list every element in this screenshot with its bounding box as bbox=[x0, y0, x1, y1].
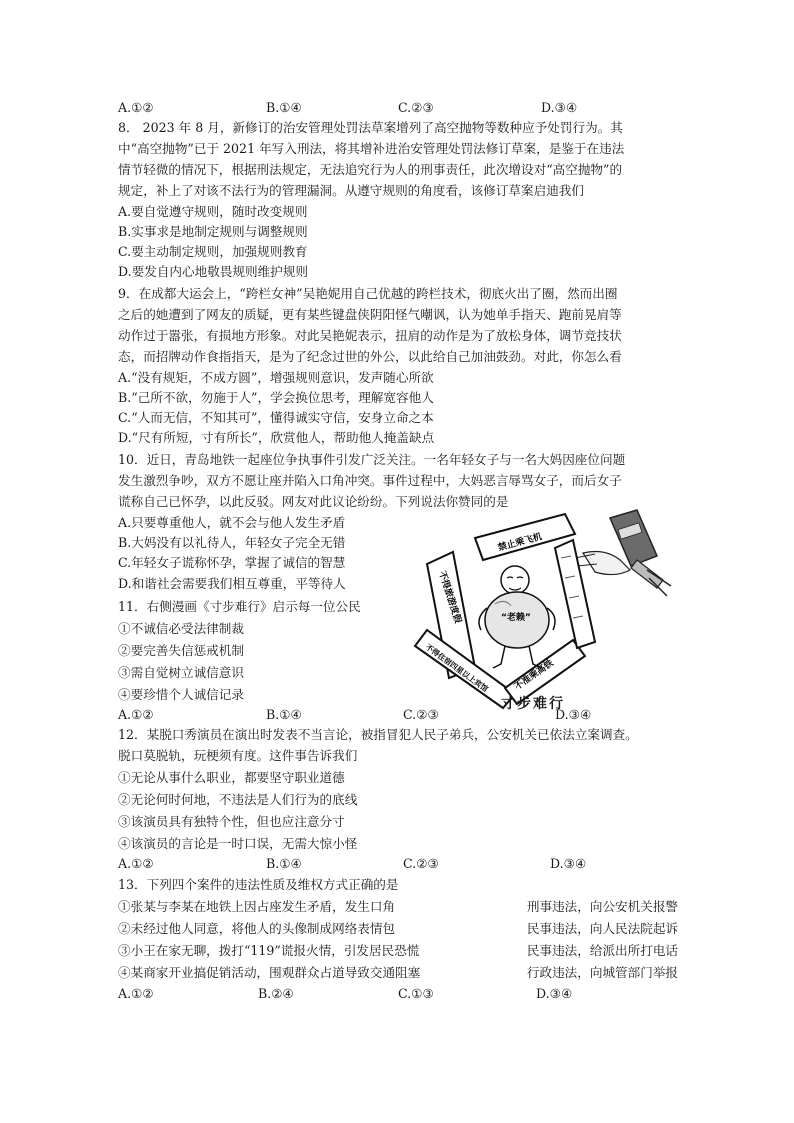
board-label-bottom-right: 不准乘高铁 bbox=[512, 658, 556, 693]
q13-row bbox=[118, 963, 678, 983]
q9-option-a: A.“没有规矩，不成方圆”，增强规则意识，发声随心所欲 bbox=[118, 370, 434, 385]
q7-option-c: C.②③ bbox=[398, 100, 434, 115]
q10-option-b: B.大妈没有以礼待人，年轻女子完全无错 bbox=[118, 535, 346, 550]
q13-row-case: ②未经过他人同意，将他人的头像制成网络表情包 bbox=[118, 921, 396, 936]
q11-item-2: ②要完善失信惩戒机制 bbox=[118, 643, 244, 658]
q12-option-b: B.①④ bbox=[266, 856, 302, 871]
q8-stem-line: 情节轻微的情况下，根据刑法规定，无法追究行为人的刑事责任，此次增设对“高空抛物”的 bbox=[118, 162, 623, 177]
q8-stem-line: 规定，补上了对该不法行为的管理漏洞。从遵守规则的角度看，该修订草案启迪我们 bbox=[118, 183, 584, 198]
q13-row-verdict: 民事违法，向人民法院起诉 bbox=[526, 921, 678, 936]
q9-option-c: C.“人而无信，不知其可”，懂得诚实守信，安身立命之本 bbox=[118, 410, 434, 425]
q8-option-c: C.要主动制定规则，加强规则教育 bbox=[118, 244, 308, 259]
q9-stem-line: 态，而招牌动作食指指天，是为了纪念过世的外公，以此给自己加油鼓劲。对此，你怎么看 bbox=[118, 349, 622, 364]
q10-option-d: D.和谐社会需要我们相互尊重，平等待人 bbox=[118, 576, 346, 591]
q10-option-a: A.只要尊重他人，就不会与他人发生矛盾 bbox=[118, 515, 346, 530]
q9-stem-line: 动作过于嚣张，有损地方形象。对此吴艳妮表示，扭肩的动作是为了放松身体，调节竞技状 bbox=[118, 328, 622, 343]
q12-item-2: ②无论何时何地，不违法是人们行为的底线 bbox=[118, 792, 358, 807]
q7-option-d: D.③④ bbox=[541, 100, 578, 115]
q9-option-d: D.“尺有所短，寸有所长”，欣赏他人，帮助他人掩盖缺点 bbox=[118, 430, 435, 445]
q12-option-d: D.③④ bbox=[550, 856, 587, 871]
q8-option-b: B.实事求是地制定规则与调整规则 bbox=[118, 224, 308, 239]
q7-options bbox=[118, 98, 678, 118]
q10-option-c: C.年轻女子谎称怀孕，掌握了诚信的智慧 bbox=[118, 555, 346, 570]
q10-stem-line: 发生激烈争吵，双方不愿让座并陷入口角冲突。事件过程中，大妈恶言辱骂女子，而后女子 bbox=[118, 473, 622, 488]
board-label-top: 禁止乘飞机 bbox=[497, 532, 544, 554]
q13-row-case: ④某商家开业搞促销活动，围观群众占道导致交通阻塞 bbox=[118, 965, 421, 980]
q11-stem: 11．右侧漫画《寸步难行》启示每一位公民 bbox=[118, 599, 361, 614]
q11-option-b: B.①④ bbox=[266, 707, 302, 722]
q12-option-c: C.②③ bbox=[403, 856, 439, 871]
q13-option-d: D.③④ bbox=[536, 986, 573, 1001]
q13-options bbox=[118, 984, 678, 1004]
q13-option-c: C.①③ bbox=[398, 986, 434, 1001]
q13-row bbox=[118, 941, 678, 961]
figure-label: “老赖” bbox=[501, 613, 531, 623]
cartoon-illustration bbox=[405, 508, 675, 720]
q13-row bbox=[118, 897, 678, 917]
q13-option-a: A.①② bbox=[118, 986, 154, 1001]
debtor-figure bbox=[479, 566, 555, 668]
q9-stem-line: 9．在成都大运会上，“跨栏女神”吴艳妮用自己优越的跨栏技术，彻底火出了圈，然而出圈 bbox=[118, 286, 618, 301]
q13-row-case: ①张某与李某在地铁上因占座发生矛盾，发生口角 bbox=[118, 899, 396, 914]
q13-row-verdict: 民事违法，给派出所打电话 bbox=[526, 943, 678, 958]
q12-item-3: ③该演员具有独特个性，但也应注意分寸 bbox=[118, 814, 345, 829]
q12-option-a: A.①② bbox=[118, 856, 154, 871]
q11-option-d: D.③④ bbox=[555, 707, 592, 722]
q9-option-b: B.“己所不欲，勿施于人”，学会换位思考，理解宽容他人 bbox=[118, 390, 434, 405]
q13-stem: 13．下列四个案件的违法性质及维权方式正确的是 bbox=[118, 877, 399, 892]
q9-stem-line: 之后的她遭到了网友的质疑，更有某些键盘侠阴阳怪气嘲讽，认为她单手指天、跑前晃肩等 bbox=[118, 307, 622, 322]
q8-option-a: A.要自觉遵守规则，随时改变规则 bbox=[118, 204, 308, 219]
q7-option-a: A.①② bbox=[118, 100, 154, 115]
q12-item-4: ④该演员的言论是一时口误，无需大惊小怪 bbox=[118, 836, 358, 851]
q10-stem-line: 10．近日，青岛地铁一起座位争执事件引发广泛关注。一名年轻女子与一名大妈因座位问题 bbox=[118, 452, 626, 467]
q12-stem-line: 12．某脱口秀演员在演出时发表不当言论，被指冒犯人民子弟兵，公安机关已依法立案调查。 bbox=[118, 727, 638, 742]
q13-option-b: B.②④ bbox=[258, 986, 294, 1001]
q10-stem-line: 谎称自己已怀孕，以此反驳。网友对此议论纷纷。下列说法你赞同的是 bbox=[118, 494, 509, 509]
q11-item-3: ③需自觉树立诚信意识 bbox=[118, 665, 244, 680]
q7-option-b: B.①④ bbox=[266, 100, 302, 115]
q13-row bbox=[118, 919, 678, 939]
q8-stem-line: 8． 2023 年 8 月，新修订的治安管理处罚法草案增列了高空抛物等数种应予处罚行为。其 bbox=[118, 120, 623, 135]
q12-item-1: ①无论从事什么职业，都要坚守职业道德 bbox=[118, 770, 345, 785]
q12-stem-line: 脱口莫脱轨，玩梗须有度。这件事告诉我们 bbox=[118, 748, 358, 763]
cartoon-drawing bbox=[405, 508, 675, 720]
q11-item-1: ①不诚信必受法律制裁 bbox=[118, 621, 244, 636]
q13-row-verdict: 刑事违法，向公安机关报警 bbox=[526, 899, 678, 914]
q11-option-a: A.①② bbox=[118, 707, 154, 722]
q13-row-verdict: 行政违法，向城管部门举报 bbox=[526, 965, 678, 980]
q8-option-d: D.要发自内心地敬畏规则维护规则 bbox=[118, 264, 308, 279]
q12-options bbox=[118, 854, 678, 874]
q11-option-c: C.②③ bbox=[403, 707, 439, 722]
q11-item-4: ④要珍惜个人诚信记录 bbox=[118, 687, 244, 702]
cartoon-caption: 寸步难行 bbox=[501, 696, 565, 712]
board-label-bottom-left: 不得住宿四星以上宾馆 bbox=[423, 642, 490, 694]
board-label-left: 不得旅游度假 bbox=[436, 570, 463, 625]
gavel-icon bbox=[575, 510, 671, 596]
q13-row-case: ③小王在家无聊，拨打“119”谎报火情，引发居民恐慌 bbox=[118, 943, 420, 958]
q8-stem-line: 中“高空抛物”已于 2021 年写入刑法，将其增补进治安管理处罚法修订草案，是鉴于在违法 bbox=[118, 141, 625, 156]
